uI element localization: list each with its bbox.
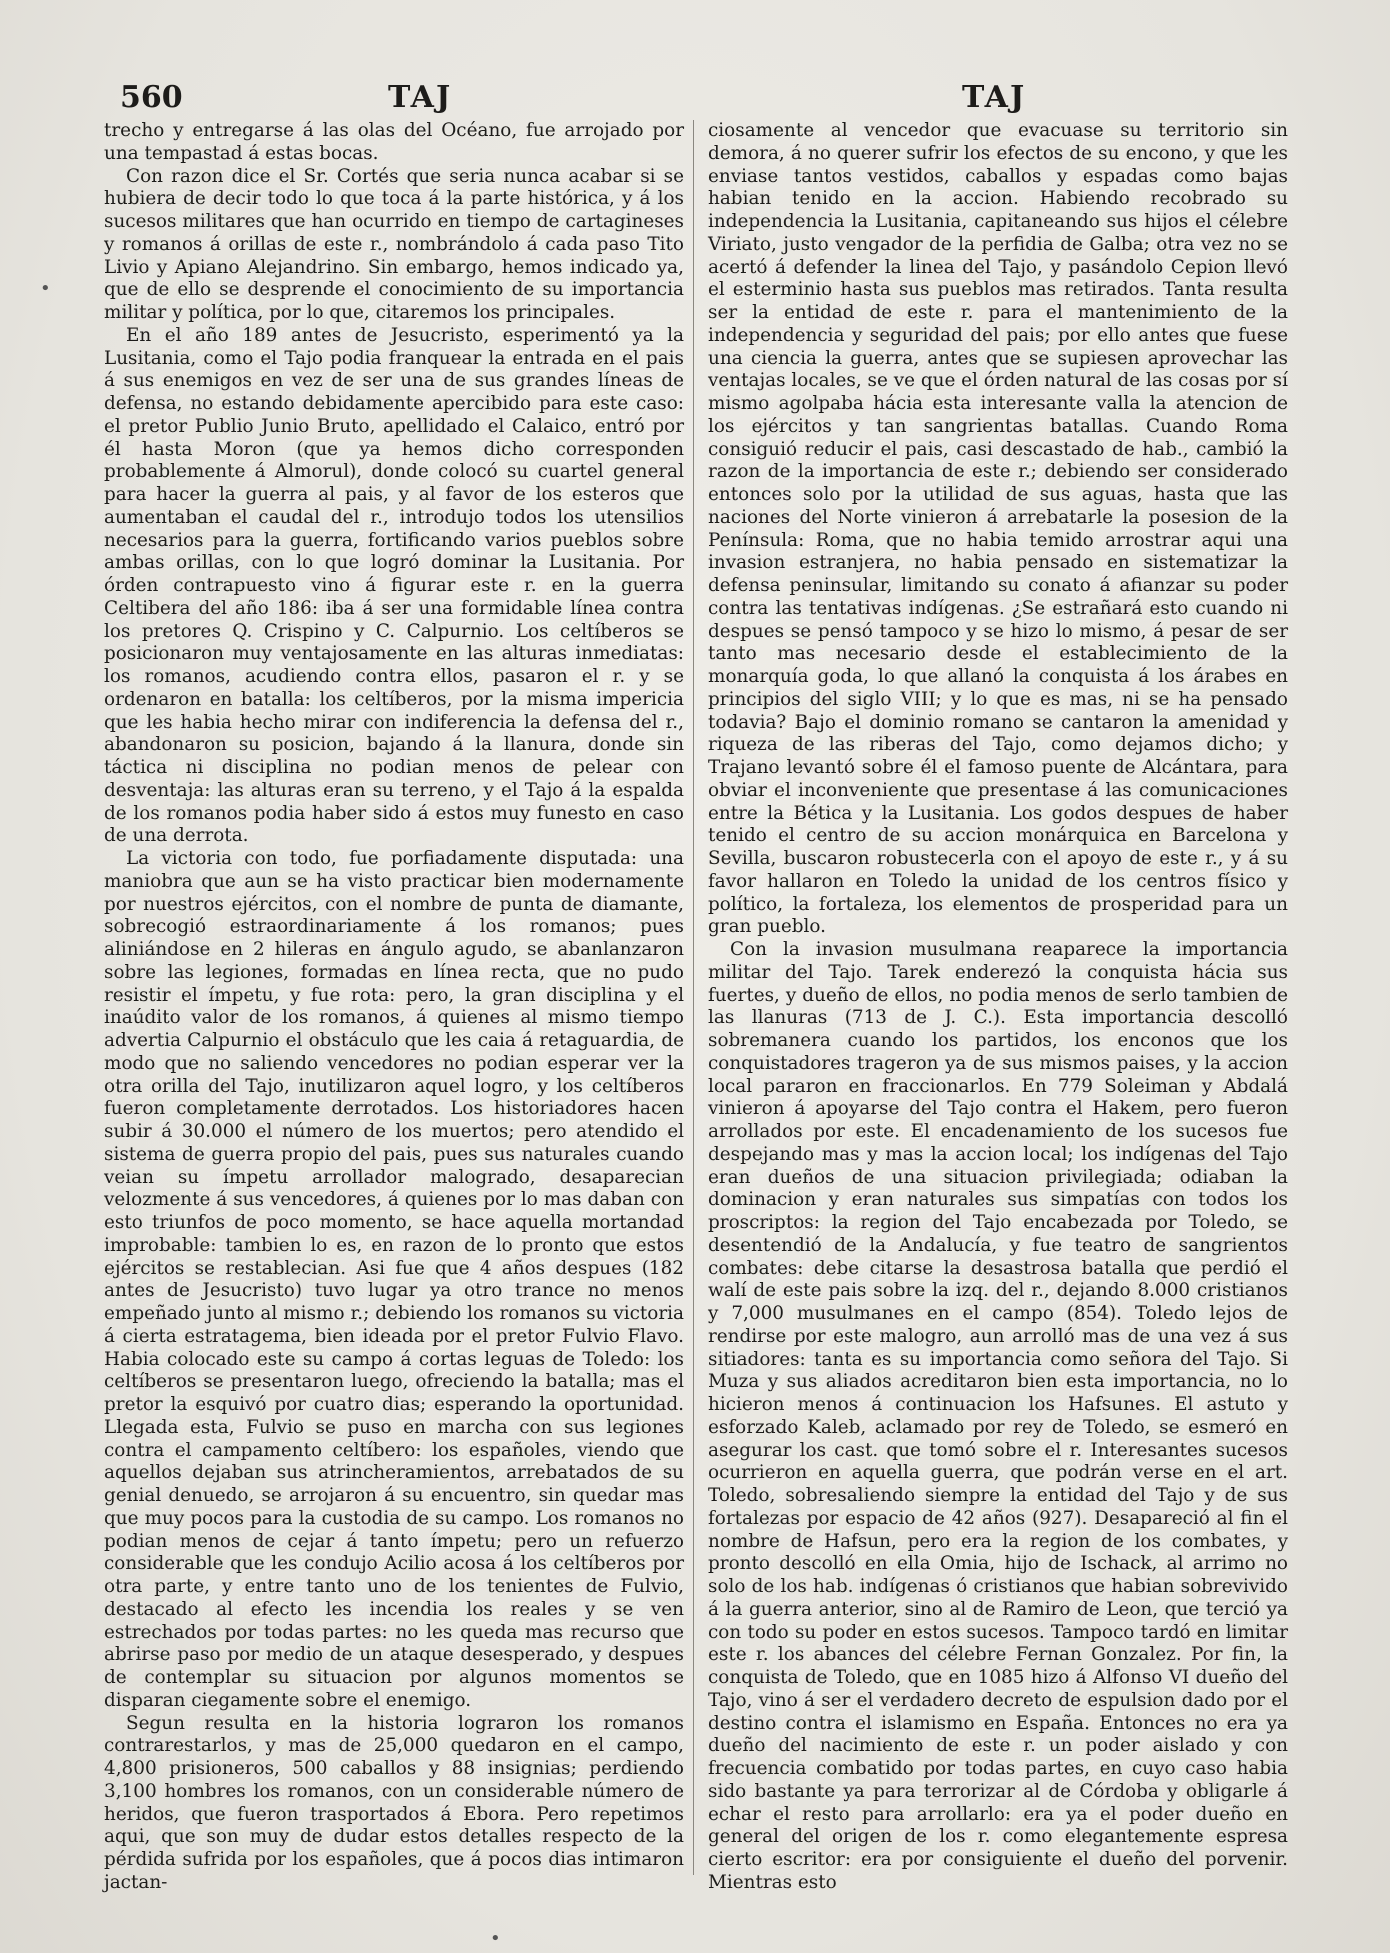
paragraph: En el año 189 antes de Jesucristo, esperimentó ya la Lusitania, como el Tajo podia franquear la entrada en el pais á sus enemigos en vez de ser una de sus grandes líneas de defensa, no estando debidamente apercibido para este caso: el pretor Publio Junio Bruto, apellidado el Calaico, entró por él hasta Moron (que ya hemos dicho corresponden probablemente á Almorul), donde colocó su cuartel general para hacer la guerra al pais, y al favor de los esteros que aumentaban el caudal del r., introdujo todos los utensilios necesarios para la guerra, fortificando varios pueblos sobre ambas orillas, con lo que logró dominar la Lusitania. Por órden contrapuesto vino á figurar este r. en la guerra Celtibera del año 186: iba á ser una formidable línea contra los pretores Q. Crispino y C. Calpurnio. Los celtíberos se posicionaron muy ventajosamente en las alturas inmediatas: los romanos, acudiendo contra ellos, pasaron el r. y se ordenaron en batalla: los celtíberos, por la misma impericia que les habia hecho mirar con indiferencia la defensa del r., abandonaron su posicion, bajando á la llanura, donde sin táctica ni disciplina no podian menos de pelear con desventaja: las alturas eran su terreno, y el Tajo á la espalda de los romanos podia haber sido á estos muy funesto en caso de una derrota.	[104, 324, 684, 847]
running-header	[120, 80, 1310, 120]
running-head-left: TAJ	[388, 80, 453, 115]
paragraph: ciosamente al vencedor que evacuase su territorio sin demora, á no querer sufrir los efectos de su encono, y que les enviase tantos vestidos, caballos y espadas como bajas habian tenido en la accion. Habiendo recobrado su independencia la Lusitania, capitaneando sus hijos el célebre Viriato, justo vengador de la perfidia de Galba; otra vez no se acertó á defender la linea del Tajo, y pasándolo Cepion llevó el esterminio hasta sus pueblos mas retirados. Tanta resulta ser la entidad de este r. para el mantenimiento de la independencia y seguridad del pais; por ello antes que fuese una ciencia la guerra, antes que se supiesen aprovechar las ventajas locales, se ve que el órden natural de las cosas por sí mismo agolpaba hácia esta interesante valla la atencion de los ejércitos y tan sangrientas batallas. Cuando Roma consiguió reducir el pais, casi descastado de hab., cambió la razon de la importancia de este r.; debiendo ser considerado entonces solo por la utilidad de sus aguas, hasta que las naciones del Norte vinieron á arrebatarle la posesion de la Península: Roma, que no habia temido arrostrar aqui una invasion estranjera, no habia pensado en sistematizar la defensa peninsular, limitando su conato á afianzar su poder contra las tentativas indígenas. ¿Se estrañará esto cuando ni despues se pensó tampoco y se hizo lo mismo, á pesar de ser tanto mas necesario desde el establecimiento de la monarquía goda, lo que allanó la conquista á los árabes en principios del siglo VIII; y lo que es mas, ni se ha pensado todavia? Bajo el dominio romano se cantaron la amenidad y riqueza de las riberas del Tajo, como dejamos dicho; y Trajano levantó sobre él el famoso puente de Alcántara, para obviar el inconveniente que presentase á las comunicaciones entre la Bética y la Lusitania. Los godos despues de haber tenido el centro de su accion monárquica en Barcelona y Sevilla, buscaron robustecerla con el apoyo de este r., y á su favor hallaron en Toledo la unidad de los centros físico y político, la fortaleza, los elementos de prosperidad para un gran pueblo.	[708, 120, 1289, 938]
paragraph: La victoria con todo, fue porfiadamente disputada: una maniobra que aun se ha visto practicar bien modernamente por nuestros ejércitos, con el nombre de punta de diamante, sobrecogió estraordinariamente á los romanos; pues aliniándose en 2 hileras en ángulo agudo, se abanlanzaron sobre las legiones, formadas en línea recta, que no pudo resistir el ímpetu, y fue rota: pero, la gran disciplina y el inaúdito valor de los romanos, á quienes al mismo tiempo advertia Calpurnio el obstáculo que les caia á retaguardia, de modo que no saliendo vencedores no podian esperar ver la otra orilla del Tajo, inutilizaron aquel logro, y los celtíberos fueron completamente derrotados. Los historiadores hacen subir á 30.000 el número de los muertos; pero atendido el sistema de guerra propio del pais, pues sus naturales cuando veian su ímpetu arrollador malogrado, desaparecian velozmente á sus vencedores, á quienes por lo mas daban con esto triunfos de poco momento, se hace aquella mortandad improbable: tambien lo es, en razon de lo pronto que estos ejércitos se restablecian. Asi fue que 4 años despues (182 antes de Jesucristo) tuvo lugar ya otro trance no menos empeñado junto al mismo r.; debiendo los romanos su victoria á cierta estratagema, bien ideada por el pretor Fulvio Flavo. Habia colocado este su campo á cortas leguas de Toledo: los celtíberos se presentaron luego, ofreciendo la batalla; mas el pretor la esquivó por cuatro dias; esperando la oportunidad. Llegada esta, Fulvio se puso en marcha con sus legiones contra el campamento celtíbero: los españoles, viendo que aquellos dejaban sus atrincheramientos, arrebatados de su genial denuedo, se arrojaron á su encuentro, sin quedar mas que muy pocos para la custodia de su campo. Los romanos no podian menos de cejar á tanto ímpetu; pero un refuerzo considerable que les condujo Acilio acosa á los celtíberos por otra parte, y entre tanto uno de los tenientes de Fulvio, destacado al efecto les incendia los reales y se ven estrechados por todas partes: no les queda mas recurso que abrirse paso por medio de un ataque desesperado, y despues de contemplar su situacion por algunos momentos se disparan ciegamente sobre el enemigo.	[104, 848, 684, 1711]
margin-speck: •	[40, 278, 51, 299]
page-number: 560	[120, 80, 183, 115]
margin-speck: •	[490, 1928, 501, 1949]
right-column	[708, 120, 1288, 1895]
column-divider	[693, 120, 694, 1875]
paragraph: Con razon dice el Sr. Cortés que seria nunca acabar si se hubiera de decir todo lo que toca á la parte histórica, y á los sucesos militares que han ocurrido en tiempo de cartagineses y romanos á orillas de este r., nombrándolo á cada paso Tito Livio y Apiano Alejandrino. Sin embargo, hemos indicado ya, que de ello se desprende el conocimiento de su importancia militar y política, por lo que, citaremos los principales.	[104, 165, 684, 323]
running-head-right: TAJ	[962, 80, 1027, 115]
paragraph: Con la invasion musulmana reaparece la importancia militar del Tajo. Tarek enderezó la conquista hácia sus fuertes, y dueño de ellos, no podia menos de serlo tambien de las llanuras (713 de J. C.). Esta importancia descolló sobremanera cuando los partidos, los enconos que los conquistadores trageron ya de sus mismos paises, y la accion local pararon en fraccionarlos. En 779 Soleiman y Abdalá vinieron á apoyarse del Tajo contra el Hakem, pero fueron arrollados por este. El encadenamiento de los sucesos fue despejando mas y mas la accion local; los indígenas del Tajo eran dueños de una situacion privilegiada; odiaban la dominacion y eran naturales sus simpatías con todos los proscriptos: la region del Tajo encabezada por Toledo, se desentendió de la Andalucía, y fue teatro de sangrientos combates: debe citarse la desastrosa batalla que perdió el walí de este pais sobre la izq. del r., dejando 8.000 cristianos y 7,000 musulmanes en el campo (854). Toledo lejos de rendirse por este malogro, aun arrolló mas de una vez á sus sitiadores: tanta es su importancia como señora del Tajo. Si Muza y sus aliados acreditaron bien esta importancia, no lo hicieron menos á continuacion los Hafsunes. El astuto y esforzado Kaleb, aclamado por rey de Toledo, se esmeró en asegurar los cast. que tomó sobre el r. Interesantes sucesos ocurrieron en aquella guerra, que podrán verse en el art. Toledo, sobresaliendo siempre la entidad del Tajo y de sus fortalezas por espacio de 42 años (927). Desapareció al fin el nombre de Hafsun, pero era la region de los combates, y pronto descolló en ella Omia, hijo de Ischack, al arrimo no solo de los hab. indígenas ó cristianos que habian sobrevivido á la guerra anterior, sino al de Ramiro de Leon, que terció ya con todo su poder en estos sucesos. Tampoco tardó en limitar este r. los abances del célebre Fernan Gonzalez. Por fin, la conquista de Toledo, que en 1085 hizo á Alfonso VI dueño del Tajo, vino á ser el verdadero decreto de espulsion dado por el destino contra el islamismo en España. Entonces no era ya dueño del nacimiento de este r. un poder aislado y con frecuencia combatido por todas partes, en cuyo caso habia sido bastante ya para terrorizar al de Córdoba y obligarle á echar el resto para arrollarlo: era ya el poder dueño en general del origen de los r. como elegantemente espresa cierto escritor: era por consiguiente el dueño del porvenir. Mientras esto	[708, 939, 1288, 1893]
paragraph: Segun resulta en la historia lograron los romanos contrarestarlos, y mas de 25,000 quedaron en el campo, 4,800 prisioneros, 500 caballos y 88 insignias; perdiendo 3,100 hombres los romanos, con un considerable número de heridos, que fueron trasportados á Ebora. Pero repetimos aqui, que son muy de dudar estos detalles respecto de la pérdida sufrida por los españoles, que á pocos dias intimaron jactan-	[104, 1712, 684, 1893]
paragraph: trecho y entregarse á las olas del Océano, fue arrojado por una tempastad á estas bocas.	[104, 120, 684, 164]
left-column	[104, 120, 684, 1895]
